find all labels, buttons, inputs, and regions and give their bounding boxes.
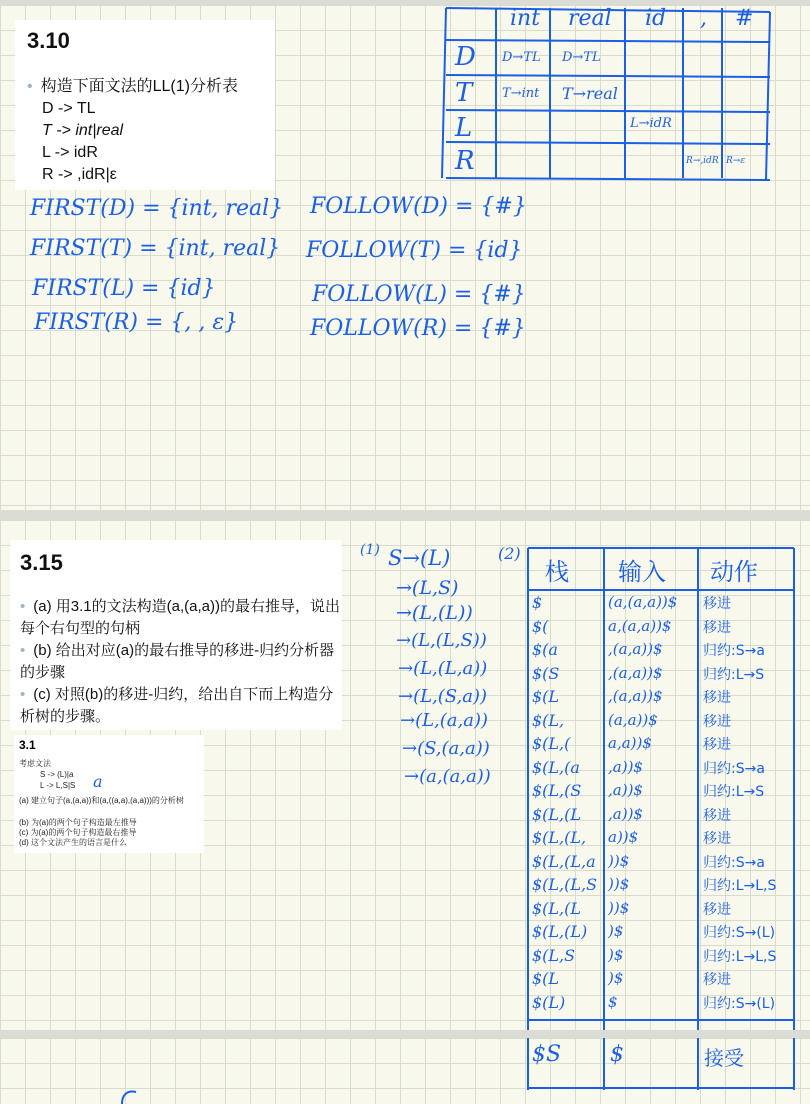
derivation-step: →(L,(a,a)) bbox=[400, 710, 489, 731]
derivation-step: →(L,(L,a)) bbox=[398, 658, 488, 679]
follow-set: FOLLOW(D) = {#} bbox=[310, 194, 527, 219]
action-cell: 移进 bbox=[703, 596, 731, 612]
derivation-step: →(L,(S,a)) bbox=[398, 686, 487, 707]
derivation-step: S→(L) bbox=[388, 546, 451, 570]
part-label: (2) bbox=[498, 544, 521, 563]
stack-cell: $(L bbox=[532, 969, 560, 988]
derivation-step: →(a,(a,a)) bbox=[404, 766, 491, 787]
derivation-step: →(L,(L)) bbox=[396, 602, 473, 624]
action-cell: 移进 bbox=[703, 972, 731, 988]
action-cell: 移进 bbox=[703, 737, 731, 753]
annotation: a bbox=[93, 772, 103, 791]
stack-cell: $(L) bbox=[532, 992, 566, 1012]
bullet: • (a) 用3.1的文法构造(a,(a,a))的最右推导，说出每个右句型的句柄 bbox=[20, 598, 340, 637]
mini-line: (c) 为(a)的两个句子构造最右推导 bbox=[19, 828, 137, 837]
stack-cell: $(L,(L) bbox=[532, 922, 588, 941]
mini-line: S -> (L)|a bbox=[40, 770, 74, 779]
action-cell: 归约:L→L,S bbox=[703, 948, 777, 965]
action-cell: 归约:S→a bbox=[703, 760, 765, 777]
final-input: $ bbox=[610, 1042, 624, 1067]
action-cell: 归约:S→(L) bbox=[703, 995, 776, 1012]
table-header: # bbox=[735, 6, 754, 31]
final-stack: $S bbox=[532, 1042, 562, 1067]
table-cell: D→TL bbox=[502, 50, 541, 65]
column-header-stack: 栈 bbox=[545, 558, 569, 586]
derivation-step: →(L,(L,S)) bbox=[396, 630, 487, 651]
input-cell: ,(a,a))$ bbox=[608, 687, 663, 705]
derivation-step: →(L,S) bbox=[396, 577, 459, 599]
table-header: id bbox=[645, 6, 667, 31]
action-cell: 移进 bbox=[703, 690, 731, 706]
row-nonterminal: L bbox=[455, 113, 473, 143]
stack-cell: $( bbox=[532, 616, 549, 636]
row-nonterminal: R bbox=[455, 146, 475, 176]
grammar-rule: T -> int|real bbox=[42, 122, 124, 139]
stack-cell: $(S bbox=[532, 663, 560, 683]
action-cell: 归约:S→(L) bbox=[703, 925, 776, 941]
follow-set: FOLLOW(R) = {#} bbox=[310, 316, 526, 341]
bullet-text: (b) 给出对应(a)的最右推导的移进-归约分析器的步骤 bbox=[20, 642, 335, 681]
slide-3-15 bbox=[10, 540, 342, 730]
table-header: , bbox=[700, 6, 707, 31]
input-cell: (a,(a,a))$ bbox=[608, 593, 678, 611]
table-cell: T→int bbox=[502, 86, 540, 101]
input-cell: )$ bbox=[608, 945, 624, 964]
stack-cell: $(L bbox=[532, 687, 560, 706]
grammar-rule: D -> TL bbox=[42, 100, 96, 117]
input-cell: ,(a,a))$ bbox=[608, 663, 663, 682]
stack-cell: $(L,(a bbox=[532, 757, 580, 777]
table-cell: D→TL bbox=[562, 50, 601, 65]
part-label: (1) bbox=[360, 542, 380, 558]
bullet-text: 构造下面文法的LL(1)分析表 bbox=[40, 78, 238, 95]
input-cell: )$ bbox=[608, 969, 624, 987]
stack-cell: $(a bbox=[532, 640, 558, 659]
stack-cell: $(L,(L bbox=[532, 804, 581, 824]
input-cell: )$ bbox=[608, 922, 624, 940]
input-cell: (a,a))$ bbox=[608, 710, 658, 729]
row-nonterminal: T bbox=[455, 78, 473, 108]
action-cell: 归约:L→S bbox=[703, 666, 765, 683]
table-header: int bbox=[510, 6, 541, 31]
input-cell: ,a))$ bbox=[608, 804, 643, 823]
stack-cell: $(L,(L,a bbox=[532, 851, 596, 871]
action-cell: 移进 bbox=[703, 807, 731, 824]
stack-cell: $(L,(L bbox=[532, 898, 581, 918]
bullet: • (c) 对照(b)的移进-归约，给出自下而上构造分析树的步骤。 bbox=[20, 686, 334, 725]
mini-line: (d) 这个文法产生的语言是什么 bbox=[19, 838, 127, 847]
table-header: real bbox=[568, 6, 612, 31]
stack-cell: $(L,(S bbox=[532, 781, 582, 800]
column-header-action: 动作 bbox=[710, 558, 758, 586]
input-cell: ,(a,a))$ bbox=[608, 640, 663, 658]
table-cell: L→idR bbox=[630, 116, 672, 131]
row-nonterminal: D bbox=[455, 42, 476, 72]
first-set: FIRST(T) = {int, real} bbox=[30, 236, 281, 261]
action-cell: 移进 bbox=[703, 619, 731, 636]
mini-line: L -> L,S|S bbox=[40, 781, 76, 790]
bullet: • 构造下面文法的LL(1)分析表 bbox=[27, 78, 238, 95]
grammar-rule: R -> ,idR|ε bbox=[42, 166, 117, 183]
slide-title: 3.15 bbox=[20, 550, 63, 575]
action-cell: 归约:S→a bbox=[703, 854, 765, 871]
slide-title: 3.1 bbox=[19, 738, 36, 752]
action-cell: 移进 bbox=[703, 713, 731, 730]
mini-line: 考虑文法 bbox=[19, 759, 51, 768]
follow-set: FOLLOW(T) = {id} bbox=[306, 238, 523, 263]
slide-3-1 bbox=[14, 735, 204, 853]
mini-line: (b) 为(a)的两个句子构造最左推导 bbox=[19, 818, 137, 827]
stack-cell: $(L, bbox=[532, 710, 565, 730]
table-cell: T→real bbox=[562, 84, 618, 103]
final-action: 接受 bbox=[704, 1046, 744, 1070]
stack-cell: $(L,(L,S bbox=[532, 875, 598, 894]
action-cell: 归约:L→L,S bbox=[703, 878, 777, 894]
bullet: • (b) 给出对应(a)的最右推导的移进-归约分析器的步骤 bbox=[20, 642, 335, 681]
action-cell: 移进 bbox=[703, 831, 731, 847]
stack-cell: $(L,( bbox=[532, 734, 571, 753]
table-cell: R→,idR bbox=[686, 156, 719, 166]
stack-cell: $(L,S bbox=[532, 945, 576, 965]
input-cell: ,a))$ bbox=[608, 781, 643, 799]
bullet-text: (a) 用3.1的文法构造(a,(a,a))的最右推导，说出每个右句型的句柄 bbox=[20, 598, 340, 637]
derivation-step: →(S,(a,a)) bbox=[402, 738, 490, 759]
bullet-text: (c) 对照(b)的移进-归约，给出自下而上构造分析树的步骤。 bbox=[20, 686, 334, 725]
input-cell: a,(a,a))$ bbox=[608, 616, 672, 635]
table-cell: R→ε bbox=[726, 156, 746, 166]
stack-cell: $(L,(L, bbox=[532, 828, 587, 847]
first-set: FIRST(D) = {int, real} bbox=[30, 196, 284, 221]
input-cell: ))$ bbox=[608, 851, 630, 870]
input-cell: a))$ bbox=[608, 828, 639, 846]
column-header-input: 输入 bbox=[618, 558, 666, 586]
input-cell: ))$ bbox=[608, 898, 630, 917]
first-set: FIRST(L) = {id} bbox=[32, 276, 216, 301]
input-cell: $ bbox=[608, 992, 618, 1011]
input-cell: a,a))$ bbox=[608, 734, 652, 752]
input-cell: ,a))$ bbox=[608, 757, 643, 776]
stack-cell: $ bbox=[532, 593, 543, 612]
action-cell: 归约:L→S bbox=[703, 784, 765, 800]
input-cell: ))$ bbox=[608, 875, 630, 893]
slide-title: 3.10 bbox=[27, 28, 70, 53]
mini-line: (a) 建立句子(a,(a,a))和(a,((a,a),(a,a)))的分析树 bbox=[19, 796, 184, 805]
first-set: FIRST(R) = {, , ε} bbox=[34, 310, 239, 335]
action-cell: 移进 bbox=[703, 901, 731, 918]
grammar-rule: L -> idR bbox=[42, 144, 98, 161]
follow-set: FOLLOW(L) = {#} bbox=[312, 282, 526, 307]
action-cell: 归约:S→a bbox=[703, 643, 765, 659]
